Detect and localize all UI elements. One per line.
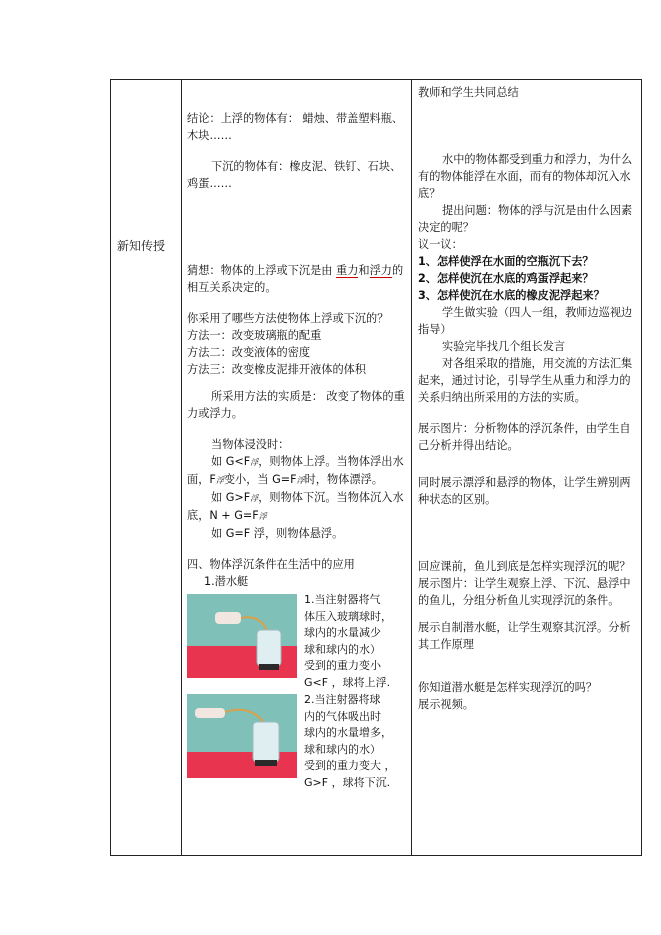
essence-text: 所采用方法的实质是： 改变了物体的重力或浮力。	[187, 390, 405, 420]
submarine-figures	[187, 592, 406, 792]
photo-1-caption: 1.当注射器将气 体压入玻璃球时， 球内的水量减少 球和球内的水） 受到的重力变小 G<F ，球将上浮.	[304, 593, 392, 689]
section-4-heading: 四、物体浮沉条件在生活中的应用	[187, 558, 355, 571]
discuss-q2: 2、怎样使沉在水底的鸡蛋浮起来？	[418, 272, 594, 285]
lesson-table	[110, 79, 642, 856]
methods-question: 你采用了哪些方法使物体上浮或下沉的？	[187, 312, 389, 325]
condition-float: 如 G<F浮，则物体上浮。当物体浮出水面，F浮变小，当 G=F浮时，物体漂浮。	[187, 455, 404, 486]
submarine-question: 你知道潜水艇是怎样实现浮沉的吗？	[418, 681, 598, 694]
fish-show: 展示图片：让学生观察上浮、下沉、悬浮中的鱼儿，分组分析鱼儿实现浮沉的条件。	[418, 577, 631, 607]
condition-sink: 如 G>F浮，则物体下沉。当物体沉入水底，N + G=F浮	[187, 491, 404, 522]
immersed-text: 当物体浸没时：	[211, 438, 290, 451]
discuss-label: 议一议：	[418, 238, 463, 251]
show-conditions: 展示图片：分析物体的浮沉条件，由学生自己分析并得出结论。	[418, 422, 631, 452]
photo-2-caption: 2.当注射器将球 内的气体吸出时 球内的水量增多， 球和球内的水） 受到的重力变大 ， G>F ，球将下沉.	[304, 693, 396, 789]
buoyancy-term: 浮力	[369, 264, 392, 277]
guess-text: 猜想：物体的上浮或下沉是由 重力和浮力的相互关系决定的。	[187, 264, 404, 294]
content-cell	[181, 80, 411, 855]
discuss-q1: 1、怎样使浮在水面的空瓶沉下去？	[418, 255, 594, 268]
summary-text: 教师和学生共同总结	[418, 86, 519, 99]
intro-text: 水中的物体都受到重力和浮力，为什么有的物体能浮在水面，而有的物体却沉入水底？	[418, 153, 633, 200]
stage-cell	[111, 80, 181, 855]
condition-suspend: 如 G=F 浮，则物体悬浮。	[211, 527, 344, 540]
show-float-suspend: 同时展示漂浮和悬浮的物体，让学生辨别两种状态的区别。	[418, 476, 631, 506]
gravity-term: 重力	[336, 264, 359, 277]
conclusion-float: 结论：上浮的物体有： 蜡烛、带盖塑料瓶、木块……	[187, 112, 404, 142]
report-text: 实验完毕找几个组长发言	[442, 340, 566, 353]
guide-text: 对各组采取的措施，用交流的方法汇集起来，通过讨论，引导学生从重力和浮力的关系归纳出所采用的方法的实质。	[418, 357, 633, 404]
method-3: 方法三：改变橡皮泥排开液体的体积	[187, 363, 367, 376]
question-text: 提出问题：物体的浮与沉是由什么因素决定的呢？	[418, 204, 633, 234]
discuss-q3: 3、怎样使沉在水底的橡皮泥浮起来？	[418, 289, 605, 302]
stage-label: 新知传授	[117, 239, 166, 253]
experiment-text: 学生做实验（四人一组，教师边巡视边指导）	[418, 306, 633, 336]
submarine-heading: 1.潜水艇	[204, 575, 249, 588]
submarine-photo-2	[187, 694, 297, 778]
fish-question: 回应课前，鱼儿到底是怎样实现浮沉的呢？	[418, 560, 631, 573]
submarine-show: 展示自制潜水艇，让学生观察其沉浮。分析其工作原理	[418, 621, 631, 651]
video-text: 展示视频。	[418, 698, 474, 711]
conclusion-sink: 下沉的物体有：橡皮泥、铁钉、石块、鸡蛋……	[187, 160, 402, 190]
activity-cell	[411, 80, 641, 855]
method-2: 方法二：改变液体的密度	[187, 346, 311, 359]
submarine-photo-1	[187, 594, 297, 678]
method-1: 方法一：改变玻璃瓶的配重	[187, 329, 322, 342]
